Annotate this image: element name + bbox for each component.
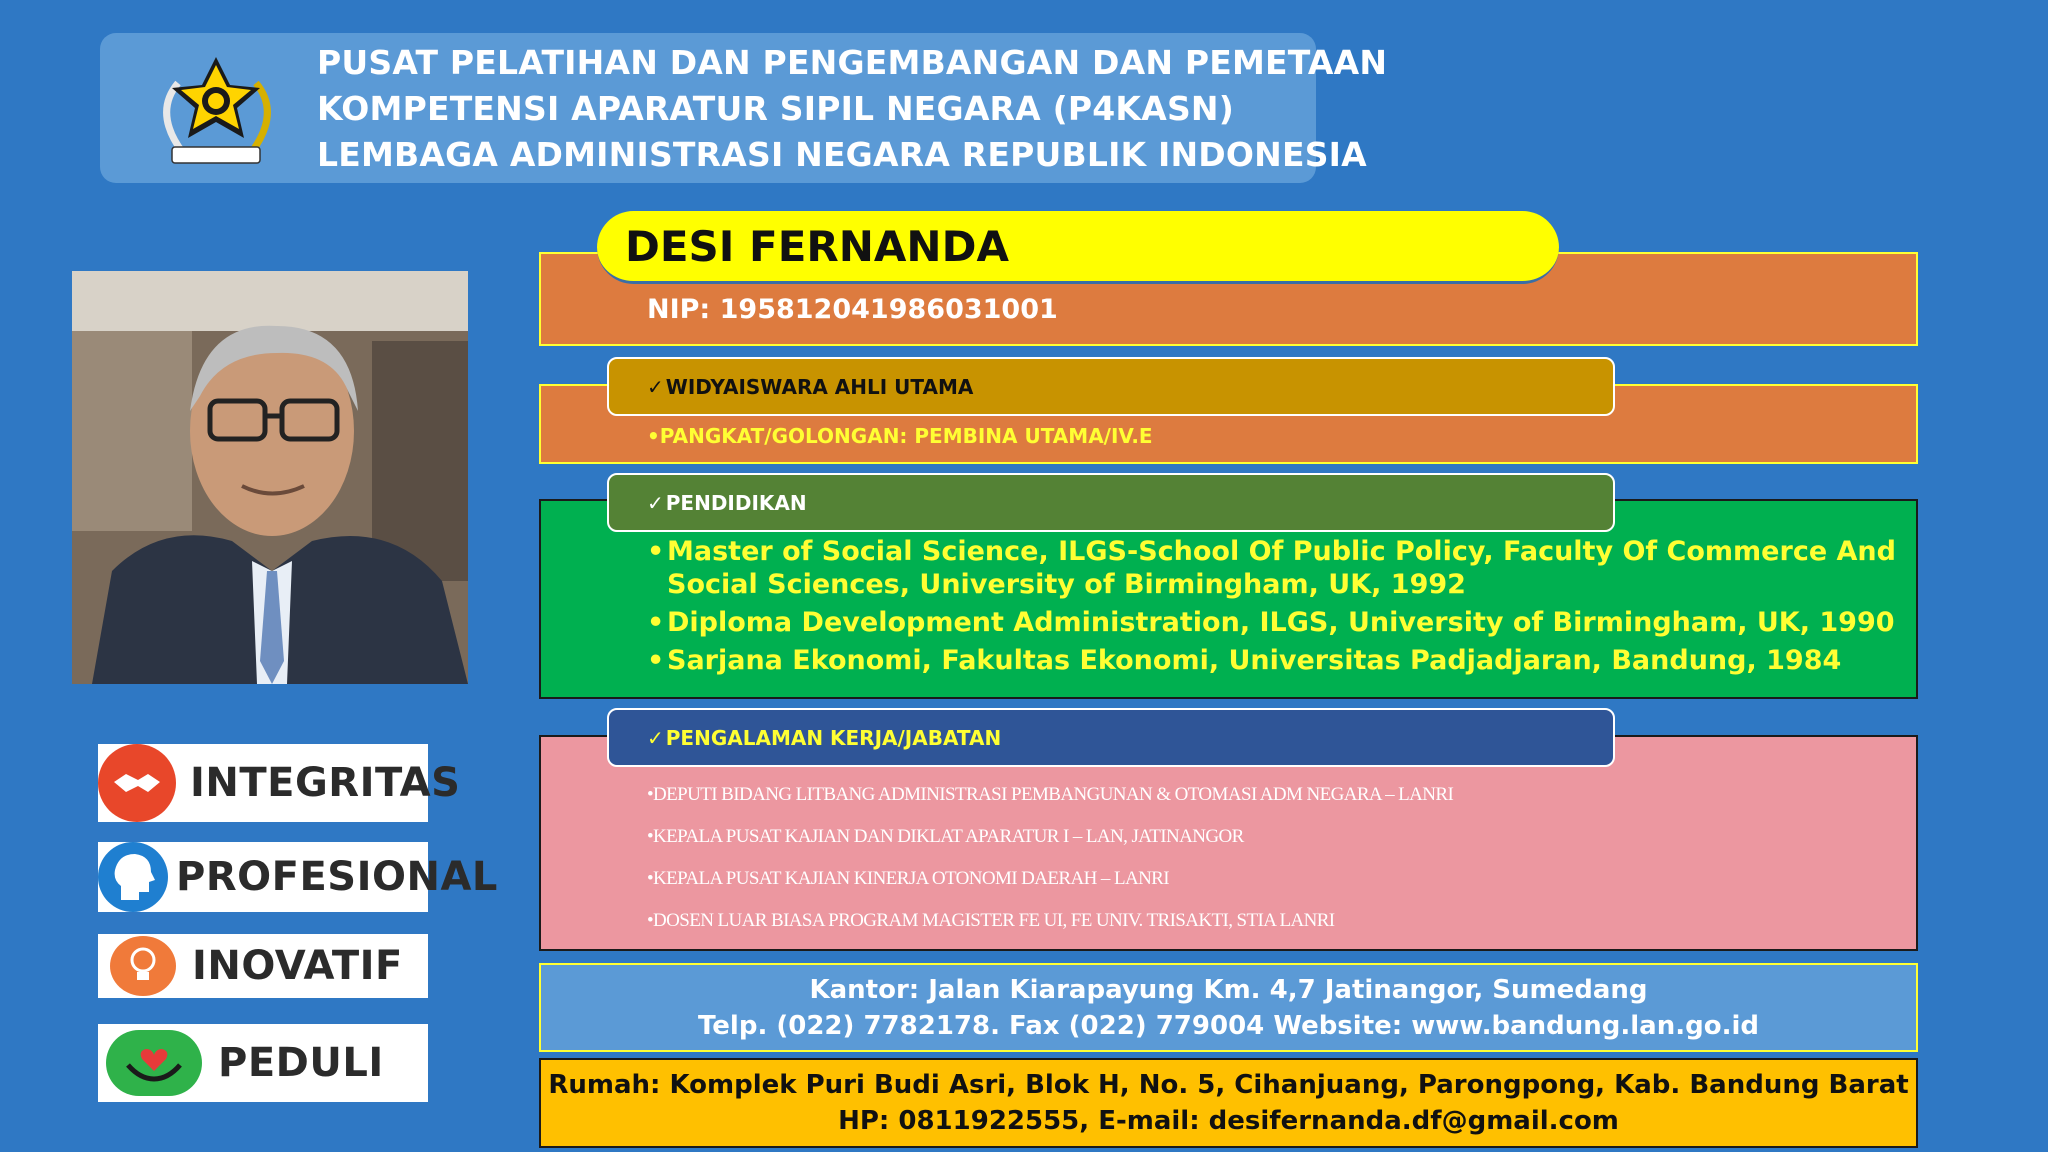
list-item: • Sarjana Ekonomi, Fakultas Ekonomi, Universitas Padjadjaran, Bandung, 1984 bbox=[647, 644, 1897, 677]
experience-title-tab bbox=[607, 708, 1615, 767]
education-title-tab bbox=[607, 473, 1615, 532]
list-item: •DOSEN LUAR BIASA PROGRAM MAGISTER FE UI, FE UNIV. TRISAKTI, STIA LANRI bbox=[647, 910, 1335, 931]
header-line-3: LEMBAGA ADMINISTRASI NEGARA REPUBLIK INDONESIA bbox=[317, 135, 1367, 174]
value-label: INOVATIF bbox=[192, 943, 403, 989]
person-name: DESI FERNANDA bbox=[597, 211, 1559, 284]
header-line-2: KOMPETENSI APARATUR SIPIL NEGARA (P4KASN) bbox=[317, 89, 1235, 128]
list-item: •DEPUTI BIDANG LITBANG ADMINISTRASI PEMBANGUNAN & OTOMASI ADM NEGARA – LANRI bbox=[647, 784, 1454, 805]
home-contact bbox=[539, 1058, 1918, 1148]
check-icon: ✓ bbox=[647, 725, 664, 750]
value-label: PROFESIONAL bbox=[176, 854, 498, 900]
portrait-photo bbox=[72, 271, 468, 684]
heart-hands-icon bbox=[106, 1030, 202, 1096]
education-list bbox=[647, 535, 1897, 682]
list-item: • Master of Social Science, ILGS-School Of Public Policy, Faculty Of Commerce And Social Sciences, University of Birmingham, UK, 1992 bbox=[647, 535, 1897, 601]
office-contact bbox=[539, 963, 1918, 1052]
value-badge-peduli bbox=[98, 1024, 428, 1102]
nip-number: NIP: 195812041986031001 bbox=[647, 294, 1058, 325]
lan-emblem-icon bbox=[138, 43, 294, 173]
check-icon: ✓ bbox=[647, 374, 664, 399]
handshake-icon bbox=[98, 744, 176, 822]
rank-title: WIDYAISWARA AHLI UTAMA bbox=[665, 374, 974, 399]
head-profile-icon bbox=[98, 842, 168, 912]
header-banner bbox=[100, 33, 1388, 183]
header-line-1: PUSAT PELATIHAN DAN PENGEMBANGAN DAN PEMETAAN bbox=[317, 43, 1388, 82]
value-badge-inovatif bbox=[98, 934, 428, 998]
value-label: PEDULI bbox=[218, 1040, 384, 1086]
value-badge-profesional bbox=[98, 842, 498, 912]
rank-grade: •PANGKAT/GOLONGAN: PEMBINA UTAMA/IV.E bbox=[647, 424, 1153, 448]
check-icon: ✓ bbox=[647, 490, 664, 515]
home-address: Rumah: Komplek Puri Budi Asri, Blok H, No. 5, Cihanjuang, Parongpong, Kab. Bandung Barat bbox=[548, 1070, 1909, 1100]
office-phone-website: Telp. (022) 7782178. Fax (022) 779004 Website: www.bandung.lan.go.id bbox=[698, 1010, 1759, 1041]
lightbulb-icon bbox=[110, 936, 176, 996]
value-badge-integritas bbox=[98, 744, 461, 822]
experience-title: PENGALAMAN KERJA/JABATAN bbox=[665, 725, 1002, 750]
home-phone-email: HP: 0811922555, E-mail: desifernanda.df@gmail.com bbox=[838, 1106, 1619, 1136]
list-item: •KEPALA PUSAT KAJIAN KINERJA OTONOMI DAERAH – LANRI bbox=[647, 868, 1169, 889]
education-title: PENDIDIKAN bbox=[665, 490, 807, 515]
value-label: INTEGRITAS bbox=[190, 760, 461, 806]
rank-title-tab bbox=[607, 357, 1615, 416]
list-item: •KEPALA PUSAT KAJIAN DAN DIKLAT APARATUR I – LAN, JATINANGOR bbox=[647, 826, 1244, 847]
office-address: Kantor: Jalan Kiarapayung Km. 4,7 Jatinangor, Sumedang bbox=[809, 974, 1648, 1005]
list-item: • Diploma Development Administration, ILGS, University of Birmingham, UK, 1990 bbox=[647, 606, 1897, 639]
